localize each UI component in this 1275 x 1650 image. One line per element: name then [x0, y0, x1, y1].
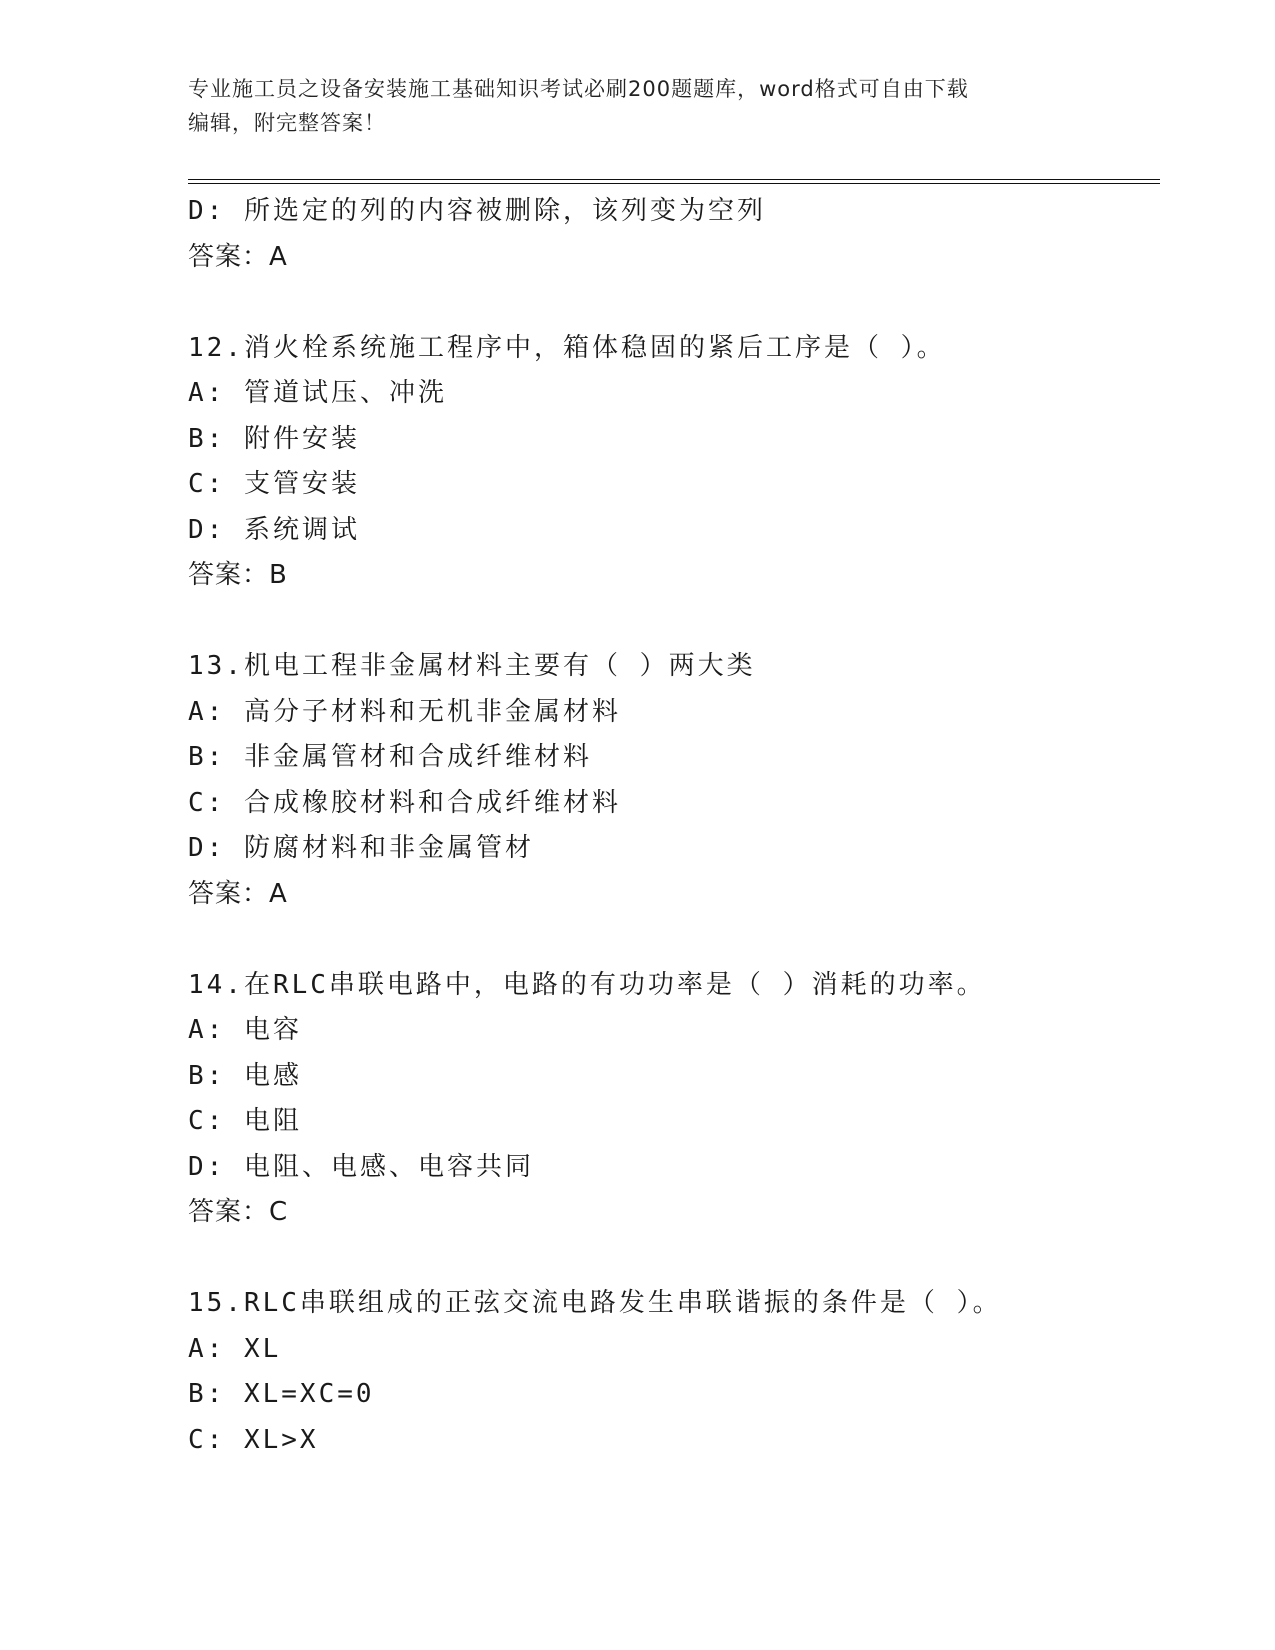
option-b: B: XL=XC=0 — [188, 1379, 375, 1409]
question-block-13 — [188, 644, 1148, 917]
question-block-14 — [188, 963, 1148, 1236]
option-b: B: 附件安装 — [188, 423, 360, 454]
answer-line: 答案：A — [188, 878, 288, 909]
spacer — [188, 1236, 1148, 1282]
option-c: C: 支管安装 — [188, 469, 360, 499]
question-block-15 — [188, 1281, 1148, 1463]
option-a: A: XL — [188, 1333, 282, 1364]
question-list — [188, 189, 1148, 1463]
question-text: 13.机电工程非金属材料主要有（ ）两大类 — [188, 651, 756, 681]
spacer — [188, 599, 1148, 645]
spacer — [188, 280, 1148, 326]
option-a: A: 管道试压、冲洗 — [188, 378, 447, 408]
option-c: C: XL>X — [188, 1424, 319, 1455]
header-title-line-2: 编辑，附完整答案！ — [188, 111, 386, 135]
option-a: A: 高分子材料和无机非金属材料 — [188, 696, 621, 727]
option-b: B: 电感 — [188, 1060, 302, 1091]
question-text: 15.RLC串联组成的正弦交流电路发生串联谐振的条件是（ ）。 — [188, 1288, 1002, 1318]
question-block-12 — [188, 326, 1148, 599]
spacer — [188, 917, 1148, 963]
header-title-line-1: 专业施工员之设备安装施工基础知识考试必刷200题题库，word格式可自由下载 — [188, 77, 969, 101]
option-b: B: 非金属管材和合成纤维材料 — [188, 742, 592, 772]
option-d: D: 所选定的列的内容被删除，该列变为空列 — [188, 196, 766, 226]
answer-line: 答案：C — [188, 1197, 289, 1227]
option-d: D: 电阻、电感、电容共同 — [188, 1151, 534, 1182]
question-text: 14.在RLC串联电路中，电路的有功功率是（ ）消耗的功率。 — [188, 969, 986, 1000]
option-c: C: 合成橡胶材料和合成纤维材料 — [188, 787, 621, 818]
option-a: A: 电容 — [188, 1015, 302, 1045]
document-header — [188, 72, 1088, 140]
header-divider-top — [188, 179, 1160, 180]
option-d: D: 系统调试 — [188, 514, 360, 545]
question-text: 12.消火栓系统施工程序中，箱体稳固的紧后工序是（ ）。 — [188, 332, 946, 363]
option-d: D: 防腐材料和非金属管材 — [188, 833, 534, 863]
answer-line: 答案：B — [188, 560, 288, 590]
header-divider-bottom — [188, 183, 1160, 184]
question-block-11-tail — [188, 189, 1148, 280]
option-c: C: 电阻 — [188, 1106, 302, 1136]
answer-line: 答案：A — [188, 241, 288, 272]
